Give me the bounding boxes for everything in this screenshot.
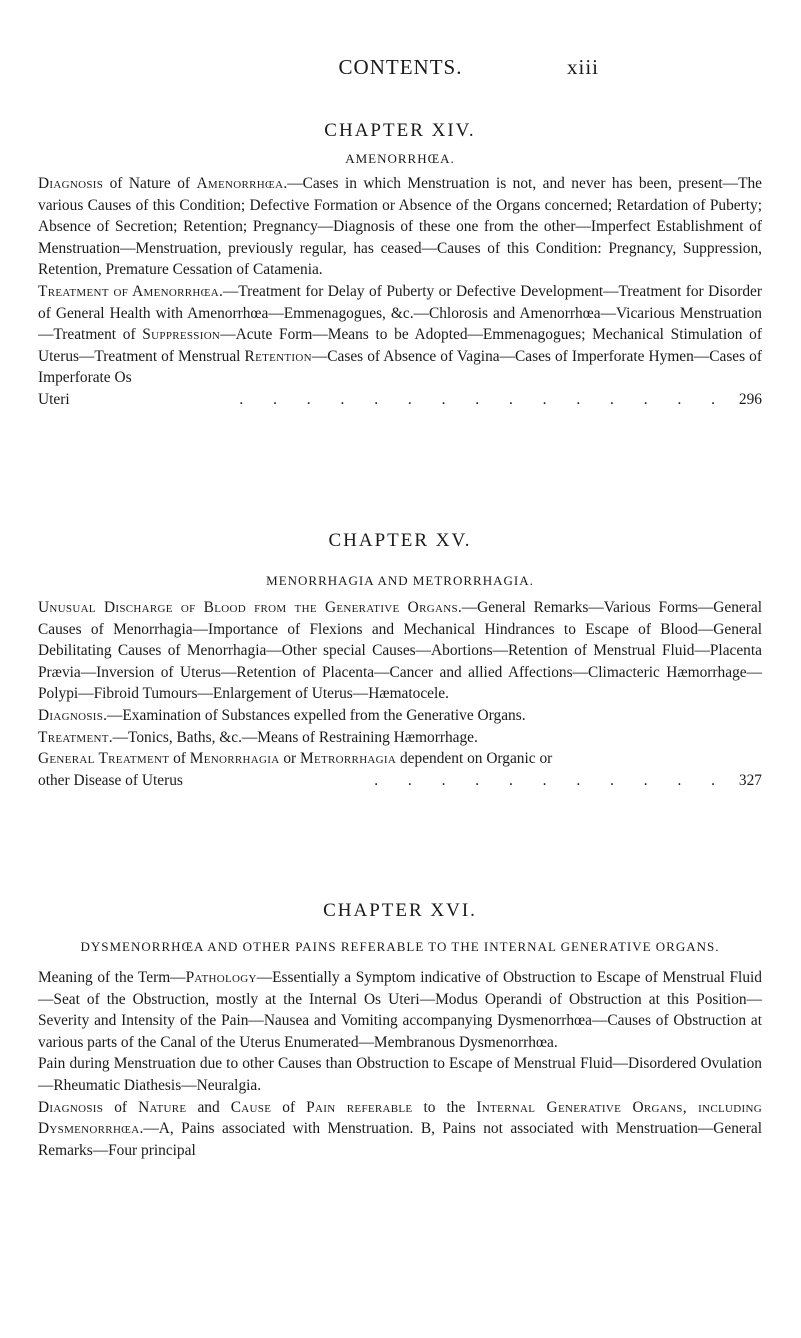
running-title: CONTENTS. <box>338 55 463 79</box>
chapter-heading: CHAPTER XV. <box>328 530 472 551</box>
chapter-subtitle: DYSMENORRHŒA AND OTHER PAINS REFERABLE TO THE INTERNAL GENERATIVE ORGANS. <box>80 939 720 954</box>
contents-entry <box>38 1097 762 1162</box>
chapter-heading: CHAPTER XVI. <box>323 900 477 921</box>
entry-smallcaps: Pain referable <box>306 1098 413 1116</box>
dot-leader: . . . . . . . . . . . . . . . <box>239 390 728 408</box>
entry-smallcaps: Retention <box>244 347 312 365</box>
contents-entry <box>38 597 762 705</box>
entry-text: of <box>103 1098 139 1116</box>
entry-text: Meaning of the Term— <box>38 969 186 986</box>
entry-smallcaps: Pathology <box>185 969 257 986</box>
chapter-subtitle: AMENORRHŒA. <box>345 151 455 166</box>
entry-text: of Nature of <box>103 175 197 192</box>
entry-smallcaps: Amenorrhœa <box>196 175 284 192</box>
entry-text: .—Examination of Substances expelled from the Generative Organs. <box>103 706 526 724</box>
contents-entry <box>38 967 762 1053</box>
entry-text: .—Tonics, Baths, &c.—Means of Restraining Hæmorrhage. <box>108 728 478 746</box>
contents-entry <box>38 705 762 727</box>
entry-text: —Cases of Absence of Vagina—Cases of Imperforate Hymen—Cases of Imperforate Os <box>38 347 762 387</box>
entry-text: dependent on Organic or <box>396 750 553 768</box>
contents-entry <box>38 727 762 749</box>
contents-entry <box>38 281 762 389</box>
entry-text: Pain during Menstruation due to other Causes than Obstruction to Escape of Menstrual Fluid—Disordered Ovulation—Rheumatic Diathesis—Neuralgia. <box>38 1055 762 1094</box>
entry-lead: Diagnosis <box>38 706 104 724</box>
entry-text: or <box>279 750 301 768</box>
entry-smallcaps: Metrorrhagia <box>300 750 397 768</box>
contents-entry <box>38 1053 762 1096</box>
entry-text: —Acute Form—Means to be Adopted—Emmenagogues; Mechanical Stimulation of Uterus—Treatment of Menstrual <box>38 326 762 365</box>
entry-text: .—Treatment for Delay of Puberty or Defective Development—Treatment for Disorder of General Health with Amenorrhœa—Emmenagogues, &c.—Chlorosis and Amenorrhœa—Vicarious Menstruation—Treatment of <box>38 282 762 344</box>
entry-text: —Essentially a Symptom indicative of Obstruction to Escape of Menstrual Fluid—Seat of the Obstruction, mostly at the Internal Os Uteri—Modus Operandi of Obstruction at this Position—Severity and Intensity of the Pain—Nausea and Vomiting accompanying Dysmenorrhœa—Causes of Obstruction at various parts of the Canal of the Uterus Enumerated—Membranous Dysmenorrhœa. <box>38 969 762 1051</box>
page-reference: 296 <box>738 390 762 408</box>
chapter-heading: CHAPTER XIV. <box>324 120 476 141</box>
entry-lead: Diagnosis <box>38 1098 104 1116</box>
entry-lead: Treatment <box>38 728 109 746</box>
entry-lead: Diagnosis <box>38 175 104 192</box>
entry-text: of <box>169 750 190 768</box>
page-number: xiii <box>566 55 599 79</box>
entry-text: .—A, Pains associated with Menstruation. B, Pains not associated with Menstruation—General Remarks—Four principal <box>38 1120 762 1159</box>
entry-leader-line <box>38 770 762 792</box>
contents-entry <box>38 748 762 770</box>
entry-smallcaps: Cause <box>230 1098 272 1116</box>
entry-lead: Treatment of Amenorrhœa <box>38 282 219 300</box>
page-reference: 327 <box>738 771 762 789</box>
entry-smallcaps: Internal Generative Organs, including Dysmenorrhœa <box>38 1098 762 1138</box>
entry-text: to the <box>412 1098 477 1116</box>
entry-text: Uteri <box>38 390 70 408</box>
chapter-subtitle: MENORRHAGIA AND METRORRHAGIA. <box>266 573 534 588</box>
dot-leader: . . . . . . . . . . . <box>374 771 728 789</box>
entry-smallcaps: Menorrhagia <box>189 750 280 768</box>
entry-text: .—General Remarks—Various Forms—General Causes of Menorrhagia—Importance of Flexions and Mechanical Hindrances to Escape of Blood—General Debilitating Causes of Menorrhagia—Other special Causes—Abortions—Retention of Menstrual Fluid—Placenta Prævia—Inversion of Uterus—Retention of Placenta—Cancer and allied Affections—Climacteric Hæmorrhage—Polypi—Fibroid Tumours—Enlargement of Uterus—Hæmatocele. <box>38 599 762 703</box>
entry-lead: General Treatment <box>38 750 170 768</box>
entry-smallcaps: Suppression <box>142 326 221 344</box>
entry-text: .—Cases in which Menstruation is not, and never has been, present—The various Causes of this Condition; Defective Formation or Absence of the Organs concerned; Retardation of Puberty; Absence of Secretion; Retention; Pregnancy—Diagnosis of these one from the other—Imperfect Establishment of Menstruation—Menstruation, previously regular, has ceased—Causes of this Condition: Pregnancy, Suppression, Retention, Premature Cessation of Catamenia. <box>38 175 763 279</box>
chapter-xiv <box>38 120 762 411</box>
entry-lead: Unusual Discharge of Blood from the Generative Organs <box>38 599 458 616</box>
entry-text: and <box>186 1098 231 1116</box>
chapter-xvi <box>38 900 762 1161</box>
chapter-xv <box>38 530 762 791</box>
entry-text: of <box>271 1098 307 1116</box>
contents-entry <box>38 173 762 281</box>
running-head <box>0 55 801 85</box>
entry-text: other Disease of Uterus <box>38 771 183 789</box>
entry-smallcaps: Nature <box>138 1098 187 1116</box>
entry-leader-line <box>38 389 762 411</box>
